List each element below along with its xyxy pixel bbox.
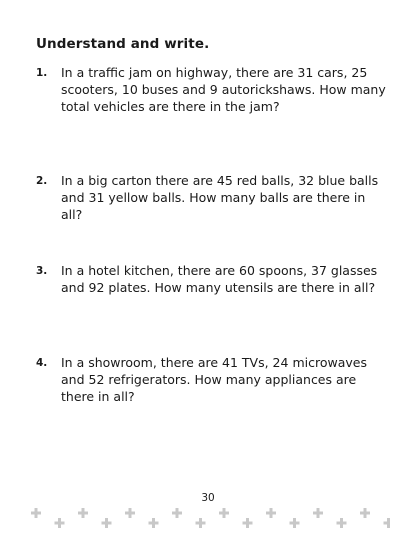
- question-number: 2.: [36, 175, 48, 187]
- question-1: [36, 64, 386, 115]
- plus-icon: [219, 508, 229, 518]
- question-number: 3.: [36, 265, 48, 277]
- worksheet-heading: Understand and write.: [36, 36, 210, 52]
- question-text: In a traffic jam on highway, there are 31 cars, 25 scooters, 10 buses and 9 autorickshaws. How many total vehicles are there in the jam?: [61, 65, 386, 114]
- question-2: [36, 172, 386, 223]
- plus-icon: [31, 508, 41, 518]
- plus-icon: [313, 508, 323, 518]
- page-number: 30: [201, 492, 215, 504]
- plus-icon: [384, 518, 391, 528]
- question-text: In a hotel kitchen, there are 60 spoons, 37 glasses and 92 plates. How many utensils are there in all?: [61, 263, 378, 295]
- plus-icon: [243, 518, 253, 528]
- plus-icon: [196, 518, 206, 528]
- question-text: In a showroom, there are 41 TVs, 24 microwaves and 52 refrigerators. How many appliances are there in all?: [61, 355, 367, 404]
- plus-icon: [125, 508, 135, 518]
- plus-icon: [360, 508, 370, 518]
- plus-icon: [78, 508, 88, 518]
- footer-plus-pattern: [30, 506, 390, 532]
- plus-icon: [55, 518, 65, 528]
- question-number: 1.: [36, 67, 48, 79]
- plus-icon: [337, 518, 347, 528]
- plus-icon: [266, 508, 276, 518]
- question-4: [36, 354, 386, 405]
- question-3: [36, 262, 386, 296]
- plus-icon: [172, 508, 182, 518]
- question-text: In a big carton there are 45 red balls, 32 blue balls and 31 yellow balls. How many balls are there in all?: [61, 173, 379, 222]
- plus-icon: [149, 518, 159, 528]
- question-number: 4.: [36, 357, 48, 369]
- plus-icon: [102, 518, 112, 528]
- plus-icon: [290, 518, 300, 528]
